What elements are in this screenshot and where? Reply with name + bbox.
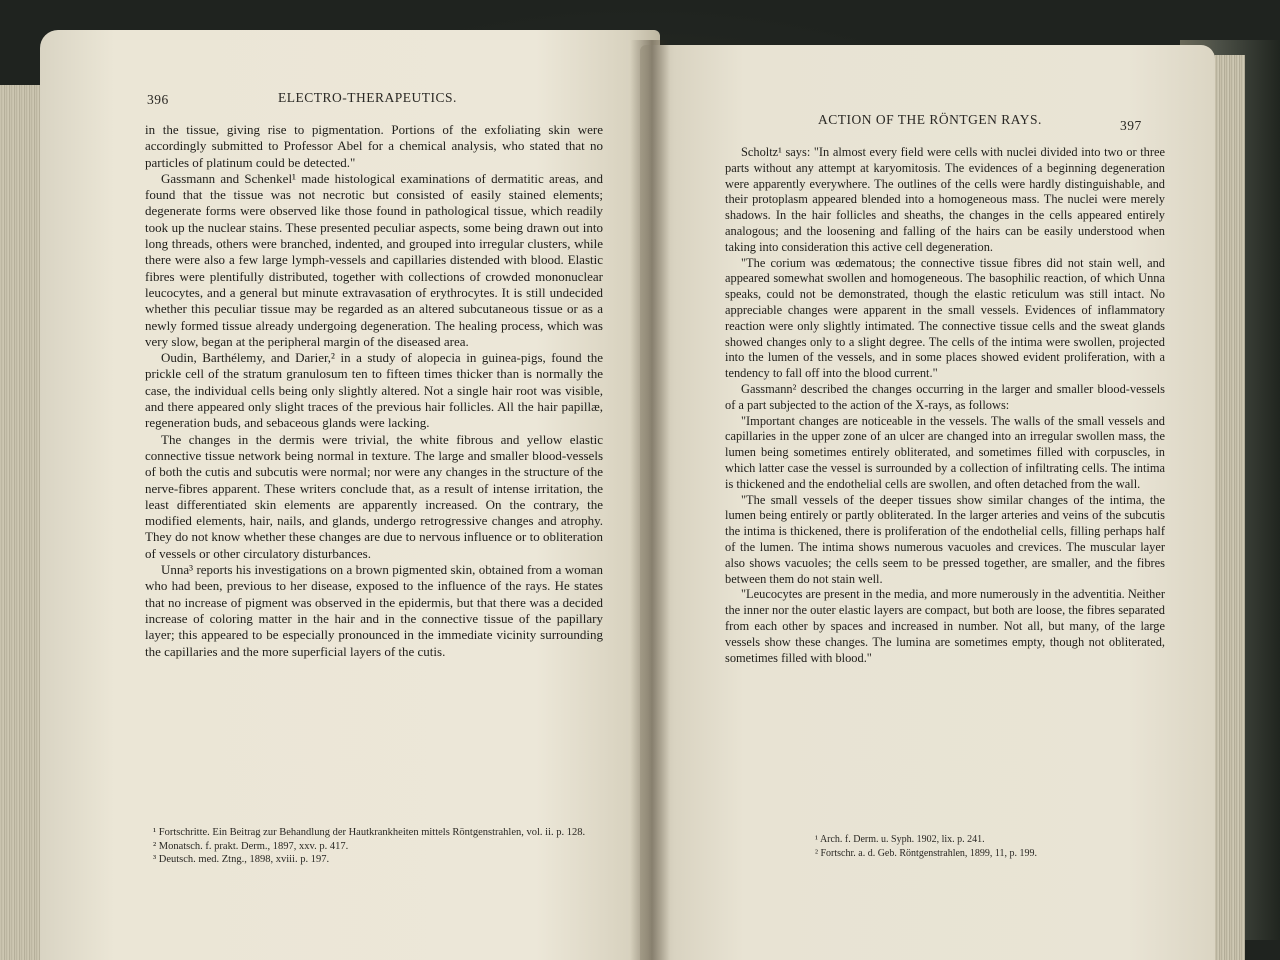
- book-gutter: [630, 40, 670, 960]
- right-page: [640, 45, 1215, 960]
- left-running-head: ELECTRO-THERAPEUTICS.: [278, 90, 457, 105]
- left-footnote-1: ¹ Fortschritte. Ein Beitrag zur Behandlung der Hautkrankheiten mittels Röntgenstrahlen, vol. ii. p. 128.: [153, 827, 586, 838]
- right-paragraph-5: "The small vessels of the deeper tissues show similar changes of the intima, the lumen being entirely or partly obliterated. In the larger arteries and veins of the subcutis the intima is thickened, there is proliferation of the endothelial cells, filling perhaps half of the lumen. The intima shows numerous vacuoles and crevices. The muscular layer also shows vacuoles; the cells seem to be pressed together, are smaller, and the fibres between them do not stain well.: [725, 492, 1165, 586]
- right-footnotes: [815, 833, 1165, 860]
- left-paragraph-2: Gassmann and Schenkel¹ made histological examinations of dermatitic areas, and found that the tissue was not necrotic but consisted of easily stained elements; degenerate forms were observed like those found in pathological tissue, which readily took up the nuclear stains. These presented peculiar aspects, some being drawn out into long threads, others were branched, indented, and grouped into irregular clusters, while there were also a few large lymph-vessels and capillaries distended with blood. Elastic fibres were plentifully distributed, together with collections of crowded mononuclear leucocytes, and a general but minute extravasation of erythrocytes. It is still undecided whether this peculiar tissue may be regarded as an altered subcutaneous tissue or as a newly formed tissue already undergoing degeneration. The healing process, which was very slow, began at the peripheral margin of the diseased area.: [145, 170, 603, 349]
- left-footnote-3: ³ Deutsch. med. Ztng., 1898, xviii. p. 197.: [153, 854, 330, 865]
- left-page: [40, 30, 660, 960]
- left-paragraph-1: in the tissue, giving rise to pigmentation. Portions of the exfoliating skin were accordingly submitted to Professor Abel for a chemical analysis, who stated that no particles of platinum could be detected.": [145, 122, 603, 170]
- right-footnote-2: ² Fortschr. a. d. Geb. Röntgenstrahlen, 1899, 11, p. 199.: [815, 847, 1038, 859]
- left-paragraph-3: Oudin, Barthélemy, and Darier,² in a study of alopecia in guinea-pigs, found the prickle cell of the stratum granulosum ten to fifteen times thicker than is normally the case, the individual cells being only slightly altered. Not a single hair root was visible, and there appeared only slight traces of the previous hair follicles. All the hair papillæ, regeneration buds, and sebaceous glands were lacking.: [145, 350, 603, 431]
- left-paragraph-5: Unna³ reports his investigations on a brown pigmented skin, obtained from a woman who had been, previous to her disease, exposed to the influence of the rays. He states that no increase of pigment was observed in the epidermis, but that there was a decided increase of coloring matter in the hair and in the connective tissue of the papillary layer; this appeared to be especially pronounced in the immediate vicinity surrounding the capillaries and the more superficial layers of the cutis.: [145, 562, 603, 659]
- right-footnote-1: ¹ Arch. f. Derm. u. Syph. 1902, lix. p. 241.: [815, 834, 985, 845]
- left-page-number: 396: [147, 92, 169, 107]
- left-footnote-2: ² Monatsch. f. prakt. Derm., 1897, xxv. p. 417.: [153, 840, 349, 852]
- right-page-number: 397: [1120, 118, 1142, 133]
- right-body-text: [725, 145, 1165, 666]
- right-paragraph-1: Scholtz¹ says: "In almost every field were cells with nuclei divided into two or three parts without any attempt at karyomitosis. The evidences of a beginning degeneration were apparently everywhere. The outlines of the cells were hardly distinguishable, and their protoplasm appeared blended into a homogeneous mass. The nuclei were merely shadows. In the hair follicles and sheaths, the changes in the cells appeared entirely analogous; and the loosening and falling of the hairs can be easily understood when taking into consideration this active cell degeneration.: [725, 145, 1165, 254]
- right-running-head: ACTION OF THE RÖNTGEN RAYS.: [818, 112, 1042, 127]
- right-paragraph-4: "Important changes are noticeable in the vessels. The walls of the small vessels and capillaries in the upper zone of an ulcer are changed into an irregular swollen mass, the lumen being sometimes entirely obliterated, and sometimes filled with corpuscles, in which latter case the vessel is surrounded by a collection of infiltrating cells. The intima is thickened and the endothelial cells are swollen, and often detached from the wall.: [725, 413, 1165, 491]
- right-paragraph-3: Gassmann² described the changes occurring in the larger and smaller blood-vessels of a part subjected to the action of the X-rays, as follows:: [725, 381, 1165, 412]
- left-paragraph-4: The changes in the dermis were trivial, the white fibrous and yellow elastic connective tissue network being normal in texture. The large and smaller blood-vessels of both the cutis and subcutis were normal; nor were any changes in the structure of the nerve-fibres apparent. These writers conclude that, as a result of intense irritation, the least differentiated skin elements are apparently increased. On the contrary, the modified elements, hair, nails, and glands, undergo retrogressive changes and atrophy. They do not know whether these changes are due to nervous influence or to obliteration of vessels or other circulatory disturbances.: [145, 431, 603, 561]
- left-footnotes: [145, 826, 603, 867]
- right-paragraph-2: "The corium was œdematous; the connective tissue fibres did not stain well, and appeared somewhat swollen and homogeneous. The basophilic reaction, of which Unna speaks, could not be demonstrated, though the elastic reticulum was still intact. No appreciable changes were apparent in the small vessels. Evidences of inflammatory reaction were only slightly intimated. The connective tissue cells and the sweat glands showed changes only to a slight degree. The cells of the intima were swollen, projected into the lumen of the vessels, and in some places showed evident proliferation, with a tendency to fall off into the blood current.": [725, 255, 1165, 381]
- left-body-text: [145, 122, 603, 660]
- right-paragraph-6: "Leucocytes are present in the media, and more numerously in the adventitia. Neither the inner nor the outer elastic layers are compact, but both are loose, the fibres separated from each other by spaces and increased in number. Not all, but many, of the large vessels show these changes. The lumina are sometimes empty, though not obliterated, sometimes filled with blood.": [725, 587, 1165, 665]
